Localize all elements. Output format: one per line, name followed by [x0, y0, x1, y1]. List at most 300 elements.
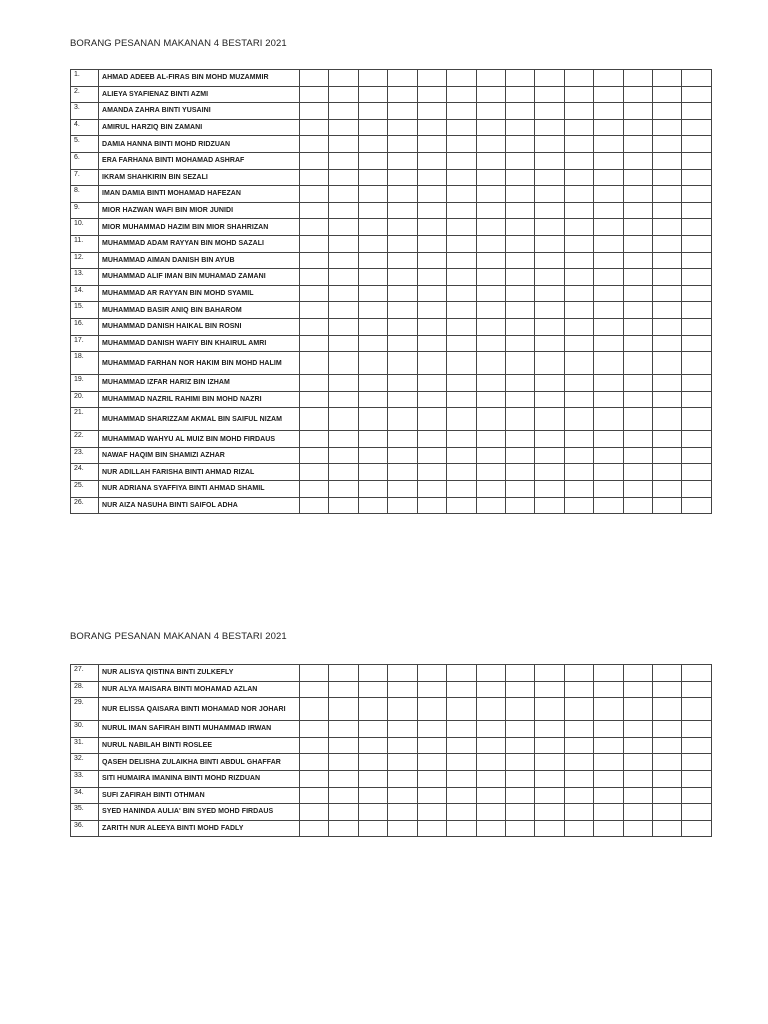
order-cell[interactable] [300, 721, 329, 738]
order-cell[interactable] [417, 681, 446, 698]
order-cell[interactable] [564, 269, 593, 286]
order-cell[interactable] [682, 804, 712, 821]
order-cell[interactable] [388, 352, 417, 375]
order-cell[interactable] [682, 698, 712, 721]
order-cell[interactable] [653, 820, 682, 837]
order-cell[interactable] [329, 302, 358, 319]
order-cell[interactable] [447, 318, 476, 335]
order-cell[interactable] [329, 698, 358, 721]
order-cell[interactable] [623, 169, 652, 186]
order-cell[interactable] [300, 302, 329, 319]
order-cell[interactable] [505, 70, 534, 87]
order-cell[interactable] [564, 770, 593, 787]
order-cell[interactable] [447, 335, 476, 352]
order-cell[interactable] [358, 820, 387, 837]
order-cell[interactable] [300, 252, 329, 269]
order-cell[interactable] [682, 352, 712, 375]
order-cell[interactable] [329, 285, 358, 302]
order-cell[interactable] [358, 86, 387, 103]
order-cell[interactable] [388, 119, 417, 136]
order-cell[interactable] [388, 202, 417, 219]
order-cell[interactable] [653, 681, 682, 698]
order-cell[interactable] [535, 408, 564, 431]
order-cell[interactable] [564, 352, 593, 375]
order-cell[interactable] [623, 447, 652, 464]
order-cell[interactable] [594, 737, 623, 754]
order-cell[interactable] [505, 252, 534, 269]
order-cell[interactable] [447, 665, 476, 682]
order-cell[interactable] [358, 318, 387, 335]
order-cell[interactable] [388, 103, 417, 120]
order-cell[interactable] [476, 447, 505, 464]
order-cell[interactable] [653, 152, 682, 169]
order-cell[interactable] [476, 431, 505, 448]
order-cell[interactable] [653, 721, 682, 738]
order-cell[interactable] [564, 318, 593, 335]
order-cell[interactable] [594, 235, 623, 252]
order-cell[interactable] [505, 408, 534, 431]
order-cell[interactable] [564, 665, 593, 682]
order-cell[interactable] [623, 464, 652, 481]
order-cell[interactable] [358, 103, 387, 120]
order-cell[interactable] [594, 698, 623, 721]
order-cell[interactable] [623, 820, 652, 837]
order-cell[interactable] [564, 481, 593, 498]
order-cell[interactable] [594, 352, 623, 375]
order-cell[interactable] [682, 269, 712, 286]
order-cell[interactable] [682, 464, 712, 481]
order-cell[interactable] [653, 318, 682, 335]
order-cell[interactable] [417, 481, 446, 498]
order-cell[interactable] [682, 252, 712, 269]
order-cell[interactable] [594, 335, 623, 352]
order-cell[interactable] [623, 136, 652, 153]
order-cell[interactable] [417, 770, 446, 787]
order-cell[interactable] [476, 352, 505, 375]
order-cell[interactable] [388, 447, 417, 464]
order-cell[interactable] [300, 698, 329, 721]
order-cell[interactable] [535, 136, 564, 153]
order-cell[interactable] [358, 481, 387, 498]
order-cell[interactable] [505, 665, 534, 682]
order-cell[interactable] [447, 86, 476, 103]
order-cell[interactable] [623, 737, 652, 754]
order-cell[interactable] [505, 737, 534, 754]
order-cell[interactable] [682, 721, 712, 738]
order-cell[interactable] [623, 408, 652, 431]
order-cell[interactable] [329, 665, 358, 682]
order-cell[interactable] [653, 70, 682, 87]
order-cell[interactable] [300, 335, 329, 352]
order-cell[interactable] [300, 431, 329, 448]
order-cell[interactable] [564, 497, 593, 514]
order-cell[interactable] [358, 464, 387, 481]
order-cell[interactable] [682, 152, 712, 169]
order-cell[interactable] [300, 408, 329, 431]
order-cell[interactable] [653, 770, 682, 787]
order-cell[interactable] [300, 202, 329, 219]
order-cell[interactable] [329, 152, 358, 169]
order-cell[interactable] [535, 391, 564, 408]
order-cell[interactable] [594, 431, 623, 448]
order-cell[interactable] [535, 497, 564, 514]
order-cell[interactable] [358, 202, 387, 219]
order-cell[interactable] [329, 318, 358, 335]
order-cell[interactable] [564, 820, 593, 837]
order-cell[interactable] [564, 681, 593, 698]
order-cell[interactable] [417, 103, 446, 120]
order-cell[interactable] [535, 252, 564, 269]
order-cell[interactable] [476, 804, 505, 821]
order-cell[interactable] [653, 698, 682, 721]
order-cell[interactable] [535, 464, 564, 481]
order-cell[interactable] [476, 152, 505, 169]
order-cell[interactable] [653, 136, 682, 153]
order-cell[interactable] [358, 698, 387, 721]
order-cell[interactable] [476, 787, 505, 804]
order-cell[interactable] [564, 737, 593, 754]
order-cell[interactable] [447, 681, 476, 698]
order-cell[interactable] [623, 103, 652, 120]
order-cell[interactable] [505, 186, 534, 203]
order-cell[interactable] [594, 820, 623, 837]
order-cell[interactable] [358, 269, 387, 286]
order-cell[interactable] [535, 375, 564, 392]
order-cell[interactable] [388, 219, 417, 236]
order-cell[interactable] [653, 665, 682, 682]
order-cell[interactable] [653, 431, 682, 448]
order-cell[interactable] [417, 252, 446, 269]
order-cell[interactable] [505, 269, 534, 286]
order-cell[interactable] [535, 219, 564, 236]
order-cell[interactable] [300, 86, 329, 103]
order-cell[interactable] [653, 375, 682, 392]
order-cell[interactable] [388, 318, 417, 335]
order-cell[interactable] [653, 804, 682, 821]
order-cell[interactable] [417, 219, 446, 236]
order-cell[interactable] [594, 219, 623, 236]
order-cell[interactable] [505, 391, 534, 408]
order-cell[interactable] [329, 186, 358, 203]
order-cell[interactable] [682, 375, 712, 392]
order-cell[interactable] [535, 103, 564, 120]
order-cell[interactable] [653, 252, 682, 269]
order-cell[interactable] [505, 481, 534, 498]
order-cell[interactable] [564, 252, 593, 269]
order-cell[interactable] [476, 70, 505, 87]
order-cell[interactable] [329, 804, 358, 821]
order-cell[interactable] [417, 86, 446, 103]
order-cell[interactable] [300, 464, 329, 481]
order-cell[interactable] [505, 302, 534, 319]
order-cell[interactable] [682, 86, 712, 103]
order-cell[interactable] [653, 302, 682, 319]
order-cell[interactable] [388, 86, 417, 103]
order-cell[interactable] [535, 269, 564, 286]
order-cell[interactable] [505, 119, 534, 136]
order-cell[interactable] [594, 169, 623, 186]
order-cell[interactable] [358, 235, 387, 252]
order-cell[interactable] [447, 431, 476, 448]
order-cell[interactable] [623, 391, 652, 408]
order-cell[interactable] [447, 820, 476, 837]
order-cell[interactable] [535, 152, 564, 169]
order-cell[interactable] [447, 698, 476, 721]
order-cell[interactable] [623, 202, 652, 219]
order-cell[interactable] [300, 269, 329, 286]
order-cell[interactable] [358, 70, 387, 87]
order-cell[interactable] [329, 431, 358, 448]
order-cell[interactable] [388, 698, 417, 721]
order-cell[interactable] [505, 352, 534, 375]
order-cell[interactable] [682, 481, 712, 498]
order-cell[interactable] [682, 169, 712, 186]
order-cell[interactable] [329, 481, 358, 498]
order-cell[interactable] [447, 391, 476, 408]
order-cell[interactable] [417, 820, 446, 837]
order-cell[interactable] [329, 86, 358, 103]
order-cell[interactable] [476, 186, 505, 203]
order-cell[interactable] [476, 136, 505, 153]
order-cell[interactable] [447, 136, 476, 153]
order-cell[interactable] [594, 481, 623, 498]
order-cell[interactable] [653, 352, 682, 375]
order-cell[interactable] [388, 431, 417, 448]
order-cell[interactable] [417, 186, 446, 203]
order-cell[interactable] [564, 391, 593, 408]
order-cell[interactable] [535, 820, 564, 837]
order-cell[interactable] [623, 754, 652, 771]
order-cell[interactable] [682, 318, 712, 335]
order-cell[interactable] [623, 302, 652, 319]
order-cell[interactable] [476, 285, 505, 302]
order-cell[interactable] [505, 681, 534, 698]
order-cell[interactable] [388, 737, 417, 754]
order-cell[interactable] [300, 681, 329, 698]
order-cell[interactable] [535, 481, 564, 498]
order-cell[interactable] [682, 431, 712, 448]
order-cell[interactable] [505, 318, 534, 335]
order-cell[interactable] [623, 770, 652, 787]
order-cell[interactable] [653, 787, 682, 804]
order-cell[interactable] [417, 235, 446, 252]
order-cell[interactable] [623, 152, 652, 169]
order-cell[interactable] [594, 665, 623, 682]
order-cell[interactable] [564, 721, 593, 738]
order-cell[interactable] [476, 681, 505, 698]
order-cell[interactable] [388, 285, 417, 302]
order-cell[interactable] [535, 447, 564, 464]
order-cell[interactable] [505, 285, 534, 302]
order-cell[interactable] [564, 447, 593, 464]
order-cell[interactable] [594, 497, 623, 514]
order-cell[interactable] [300, 754, 329, 771]
order-cell[interactable] [329, 119, 358, 136]
order-cell[interactable] [476, 497, 505, 514]
order-cell[interactable] [535, 318, 564, 335]
order-cell[interactable] [653, 186, 682, 203]
order-cell[interactable] [329, 447, 358, 464]
order-cell[interactable] [653, 408, 682, 431]
order-cell[interactable] [594, 202, 623, 219]
order-cell[interactable] [682, 754, 712, 771]
order-cell[interactable] [653, 335, 682, 352]
order-cell[interactable] [447, 235, 476, 252]
order-cell[interactable] [594, 86, 623, 103]
order-cell[interactable] [417, 665, 446, 682]
order-cell[interactable] [623, 285, 652, 302]
order-cell[interactable] [476, 375, 505, 392]
order-cell[interactable] [300, 481, 329, 498]
order-cell[interactable] [505, 235, 534, 252]
order-cell[interactable] [505, 86, 534, 103]
order-cell[interactable] [505, 103, 534, 120]
order-cell[interactable] [447, 186, 476, 203]
order-cell[interactable] [682, 285, 712, 302]
order-cell[interactable] [535, 119, 564, 136]
order-cell[interactable] [417, 352, 446, 375]
order-cell[interactable] [535, 804, 564, 821]
order-cell[interactable] [476, 169, 505, 186]
order-cell[interactable] [417, 698, 446, 721]
order-cell[interactable] [300, 103, 329, 120]
order-cell[interactable] [682, 119, 712, 136]
order-cell[interactable] [535, 665, 564, 682]
order-cell[interactable] [300, 186, 329, 203]
order-cell[interactable] [564, 70, 593, 87]
order-cell[interactable] [535, 754, 564, 771]
order-cell[interactable] [417, 804, 446, 821]
order-cell[interactable] [594, 119, 623, 136]
order-cell[interactable] [447, 464, 476, 481]
order-cell[interactable] [476, 721, 505, 738]
order-cell[interactable] [623, 335, 652, 352]
order-cell[interactable] [564, 186, 593, 203]
order-cell[interactable] [623, 804, 652, 821]
order-cell[interactable] [358, 252, 387, 269]
order-cell[interactable] [447, 481, 476, 498]
order-cell[interactable] [388, 497, 417, 514]
order-cell[interactable] [388, 408, 417, 431]
order-cell[interactable] [417, 318, 446, 335]
order-cell[interactable] [447, 770, 476, 787]
order-cell[interactable] [447, 754, 476, 771]
order-cell[interactable] [594, 152, 623, 169]
order-cell[interactable] [358, 119, 387, 136]
order-cell[interactable] [594, 252, 623, 269]
order-cell[interactable] [564, 235, 593, 252]
order-cell[interactable] [300, 770, 329, 787]
order-cell[interactable] [535, 698, 564, 721]
order-cell[interactable] [682, 408, 712, 431]
order-cell[interactable] [300, 665, 329, 682]
order-cell[interactable] [417, 202, 446, 219]
order-cell[interactable] [505, 721, 534, 738]
order-cell[interactable] [653, 269, 682, 286]
order-cell[interactable] [535, 285, 564, 302]
order-cell[interactable] [300, 787, 329, 804]
order-cell[interactable] [594, 408, 623, 431]
order-cell[interactable] [417, 737, 446, 754]
order-cell[interactable] [358, 737, 387, 754]
order-cell[interactable] [505, 698, 534, 721]
order-cell[interactable] [682, 681, 712, 698]
order-cell[interactable] [388, 152, 417, 169]
order-cell[interactable] [447, 352, 476, 375]
order-cell[interactable] [300, 497, 329, 514]
order-cell[interactable] [623, 70, 652, 87]
order-cell[interactable] [594, 136, 623, 153]
order-cell[interactable] [447, 152, 476, 169]
order-cell[interactable] [300, 737, 329, 754]
order-cell[interactable] [417, 152, 446, 169]
order-cell[interactable] [388, 70, 417, 87]
order-cell[interactable] [329, 70, 358, 87]
order-cell[interactable] [653, 464, 682, 481]
order-cell[interactable] [447, 408, 476, 431]
order-cell[interactable] [388, 721, 417, 738]
order-cell[interactable] [329, 335, 358, 352]
order-cell[interactable] [535, 681, 564, 698]
order-cell[interactable] [564, 219, 593, 236]
order-cell[interactable] [329, 770, 358, 787]
order-cell[interactable] [329, 787, 358, 804]
order-cell[interactable] [653, 219, 682, 236]
order-cell[interactable] [388, 391, 417, 408]
order-cell[interactable] [564, 335, 593, 352]
order-cell[interactable] [476, 103, 505, 120]
order-cell[interactable] [388, 820, 417, 837]
order-cell[interactable] [388, 787, 417, 804]
order-cell[interactable] [388, 754, 417, 771]
order-cell[interactable] [564, 169, 593, 186]
order-cell[interactable] [535, 352, 564, 375]
order-cell[interactable] [623, 252, 652, 269]
order-cell[interactable] [447, 103, 476, 120]
order-cell[interactable] [594, 375, 623, 392]
order-cell[interactable] [594, 754, 623, 771]
order-cell[interactable] [447, 269, 476, 286]
order-cell[interactable] [535, 431, 564, 448]
order-cell[interactable] [505, 169, 534, 186]
order-cell[interactable] [417, 119, 446, 136]
order-cell[interactable] [447, 252, 476, 269]
order-cell[interactable] [388, 681, 417, 698]
order-cell[interactable] [329, 235, 358, 252]
order-cell[interactable] [653, 285, 682, 302]
order-cell[interactable] [417, 447, 446, 464]
order-cell[interactable] [623, 698, 652, 721]
order-cell[interactable] [476, 318, 505, 335]
order-cell[interactable] [300, 119, 329, 136]
order-cell[interactable] [594, 787, 623, 804]
order-cell[interactable] [682, 770, 712, 787]
order-cell[interactable] [300, 352, 329, 375]
order-cell[interactable] [535, 169, 564, 186]
order-cell[interactable] [476, 820, 505, 837]
order-cell[interactable] [358, 665, 387, 682]
order-cell[interactable] [329, 352, 358, 375]
order-cell[interactable] [417, 70, 446, 87]
order-cell[interactable] [447, 721, 476, 738]
order-cell[interactable] [358, 681, 387, 698]
order-cell[interactable] [417, 721, 446, 738]
order-cell[interactable] [476, 737, 505, 754]
order-cell[interactable] [535, 335, 564, 352]
order-cell[interactable] [476, 252, 505, 269]
order-cell[interactable] [623, 269, 652, 286]
order-cell[interactable] [476, 235, 505, 252]
